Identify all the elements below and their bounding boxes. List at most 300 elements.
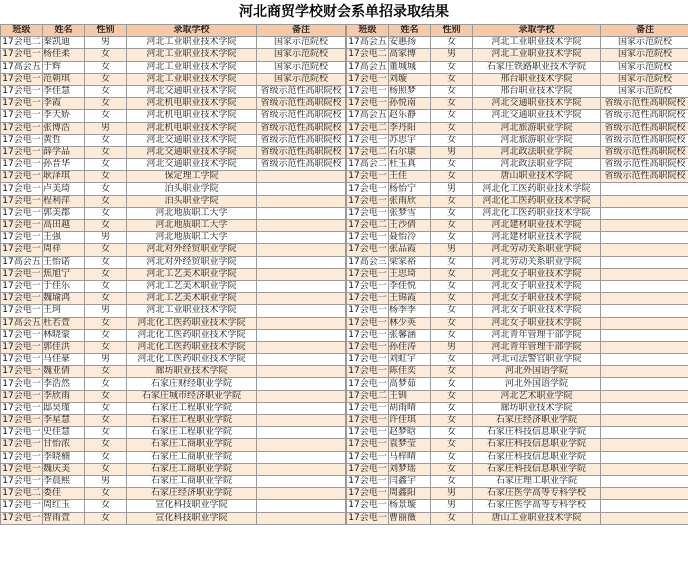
class-cell[interactable]: 17会电一 — [2, 49, 41, 60]
note-cell[interactable] — [601, 475, 688, 487]
gender-cell[interactable]: 女 — [431, 232, 473, 244]
note-cell[interactable] — [601, 317, 688, 329]
name-cell[interactable]: 刘虹宇 — [389, 354, 431, 366]
school-cell[interactable]: 河北交通职业技术学院 — [473, 110, 601, 122]
school-cell[interactable]: 河北工业职业技术学院 — [127, 49, 257, 61]
school-cell[interactable]: 河北交通职业技术学院 — [127, 146, 257, 158]
name-cell[interactable]: 周鑫阳 — [389, 488, 431, 500]
note-cell[interactable] — [257, 220, 346, 232]
note-cell[interactable] — [257, 427, 346, 439]
name-cell[interactable]: 李佳慧 — [43, 85, 85, 97]
school-cell[interactable]: 河北机电职业技术学院 — [127, 122, 257, 134]
gender-cell[interactable]: 女 — [431, 415, 473, 427]
school-cell[interactable]: 河北工业职业技术学院 — [127, 73, 257, 85]
school-cell[interactable]: 河北工业职业技术学院 — [127, 305, 257, 317]
note-cell[interactable]: 国家示范院校 — [601, 61, 688, 73]
gender-cell[interactable]: 女 — [85, 341, 127, 353]
class-cell[interactable]: 17会电一 — [348, 232, 387, 243]
class-cell[interactable]: 17高会五 — [2, 317, 41, 328]
gender-cell[interactable]: 女 — [85, 183, 127, 195]
name-cell[interactable]: 赵梦晗 — [389, 427, 431, 439]
name-cell[interactable]: 张博浩 — [43, 122, 85, 134]
gender-cell[interactable]: 女 — [85, 159, 127, 171]
gender-cell[interactable]: 女 — [431, 463, 473, 475]
gender-cell[interactable]: 女 — [431, 73, 473, 85]
class-cell[interactable]: 17会电一 — [348, 512, 387, 523]
gender-cell[interactable]: 女 — [85, 427, 127, 439]
name-cell[interactable]: 黄哲 — [43, 134, 85, 146]
gender-cell[interactable]: 女 — [85, 256, 127, 268]
class-cell[interactable]: 17会电一 — [348, 439, 387, 450]
class-cell[interactable]: 17会电一 — [348, 134, 387, 145]
school-cell[interactable]: 河北外国语学院 — [473, 366, 601, 378]
note-cell[interactable] — [601, 390, 688, 402]
gender-cell[interactable]: 女 — [85, 73, 127, 85]
name-cell[interactable]: 梁家裕 — [389, 256, 431, 268]
name-cell[interactable]: 周红玉 — [43, 500, 85, 512]
gender-cell[interactable]: 女 — [85, 378, 127, 390]
note-cell[interactable]: 国家示范院校 — [601, 73, 688, 85]
name-cell[interactable]: 林晓蒙 — [43, 329, 85, 341]
gender-cell[interactable]: 女 — [431, 37, 473, 49]
gender-cell[interactable]: 女 — [85, 220, 127, 232]
note-cell[interactable]: 国家示范院校 — [257, 49, 346, 61]
class-cell[interactable]: 17会电一 — [2, 427, 41, 438]
school-cell[interactable]: 石家庄经济职业学院 — [473, 415, 601, 427]
class-cell[interactable]: 17会电一 — [2, 512, 41, 523]
note-cell[interactable] — [257, 451, 346, 463]
school-cell[interactable]: 河北建材职业技术学院 — [473, 232, 601, 244]
gender-cell[interactable]: 女 — [431, 61, 473, 73]
gender-cell[interactable]: 女 — [85, 317, 127, 329]
gender-cell[interactable]: 女 — [431, 122, 473, 134]
class-cell[interactable]: 17会电一 — [2, 366, 41, 377]
name-cell[interactable]: 李佳悦 — [389, 280, 431, 292]
note-cell[interactable] — [601, 232, 688, 244]
school-cell[interactable]: 保定理工学院 — [127, 171, 257, 183]
gender-cell[interactable]: 男 — [431, 146, 473, 158]
name-cell[interactable]: 闫鑫宇 — [389, 475, 431, 487]
name-cell[interactable]: 魏亚倩 — [43, 366, 85, 378]
gender-cell[interactable]: 女 — [431, 427, 473, 439]
school-cell[interactable]: 河北化工医药职业技术学院 — [127, 329, 257, 341]
gender-cell[interactable]: 女 — [431, 171, 473, 183]
name-cell[interactable]: 陈佳奕 — [389, 366, 431, 378]
name-cell[interactable]: 杜若萱 — [43, 317, 85, 329]
class-cell[interactable]: 17会电一 — [348, 86, 387, 97]
note-cell[interactable] — [601, 293, 688, 305]
class-cell[interactable]: 17会电一 — [348, 73, 387, 84]
class-cell[interactable]: 17会电一 — [2, 402, 41, 413]
class-cell[interactable]: 17会电一 — [2, 476, 41, 487]
school-cell[interactable]: 石家庄工商职业学院 — [127, 451, 257, 463]
note-cell[interactable]: 国家示范院校 — [257, 37, 346, 49]
note-cell[interactable] — [257, 463, 346, 475]
gender-cell[interactable]: 女 — [85, 451, 127, 463]
name-cell[interactable]: 魏庆美 — [43, 463, 85, 475]
school-cell[interactable]: 河北化工医药职业技术学院 — [127, 341, 257, 353]
class-cell[interactable]: 17会电一 — [2, 293, 41, 304]
class-cell[interactable]: 17会电二 — [2, 488, 41, 499]
school-cell[interactable]: 石家庄工程职业学院 — [127, 415, 257, 427]
gender-cell[interactable]: 男 — [431, 488, 473, 500]
gender-cell[interactable]: 女 — [85, 512, 127, 524]
class-cell[interactable]: 17会电一 — [2, 244, 41, 255]
class-cell[interactable]: 17会电二 — [348, 390, 387, 401]
school-cell[interactable]: 石家庄医学高等专科学校 — [473, 500, 601, 512]
gender-cell[interactable]: 女 — [431, 305, 473, 317]
gender-cell[interactable]: 女 — [431, 110, 473, 122]
note-cell[interactable] — [601, 427, 688, 439]
gender-cell[interactable]: 女 — [85, 268, 127, 280]
school-cell[interactable]: 邢台职业技术学院 — [473, 85, 601, 97]
class-cell[interactable]: 17会电二 — [2, 37, 41, 48]
gender-cell[interactable]: 女 — [431, 220, 473, 232]
gender-cell[interactable]: 女 — [431, 366, 473, 378]
class-cell[interactable]: 17高会三 — [348, 256, 387, 267]
note-cell[interactable]: 省级示范性高职院校 — [257, 122, 346, 134]
class-cell[interactable]: 17会电一 — [2, 268, 41, 279]
note-cell[interactable] — [601, 244, 688, 256]
note-cell[interactable] — [257, 305, 346, 317]
class-cell[interactable]: 17会电一 — [348, 317, 387, 328]
note-cell[interactable]: 省级示范性高职院校 — [257, 98, 346, 110]
class-cell[interactable]: 17会电一 — [2, 378, 41, 389]
school-cell[interactable]: 河北旅游职业学院 — [473, 134, 601, 146]
name-cell[interactable]: 孙佳涛 — [389, 341, 431, 353]
school-cell[interactable]: 河北女子职业技术学院 — [473, 293, 601, 305]
gender-cell[interactable]: 女 — [85, 366, 127, 378]
name-cell[interactable]: 李天娇 — [43, 110, 85, 122]
note-cell[interactable] — [601, 500, 688, 512]
note-cell[interactable] — [257, 329, 346, 341]
gender-cell[interactable]: 女 — [85, 207, 127, 219]
gender-cell[interactable]: 女 — [85, 171, 127, 183]
school-cell[interactable]: 河北工业职业技术学院 — [127, 37, 257, 49]
name-cell[interactable]: 苏思宇 — [389, 134, 431, 146]
class-cell[interactable]: 17会电一 — [348, 171, 387, 182]
gender-cell[interactable]: 女 — [431, 256, 473, 268]
class-cell[interactable]: 17会电一 — [2, 220, 41, 231]
school-cell[interactable]: 河北劳动关系职业学院 — [473, 244, 601, 256]
gender-cell[interactable]: 女 — [85, 439, 127, 451]
note-cell[interactable] — [601, 366, 688, 378]
gender-cell[interactable]: 男 — [85, 354, 127, 366]
school-cell[interactable]: 河北交通职业技术学院 — [127, 134, 257, 146]
class-cell[interactable]: 17会电一 — [2, 98, 41, 109]
school-cell[interactable]: 河北交通职业技术学院 — [127, 159, 257, 171]
note-cell[interactable]: 省级示范性高职院校 — [601, 146, 688, 158]
class-cell[interactable]: 17会电一 — [2, 451, 41, 462]
school-cell[interactable]: 泊头职业学院 — [127, 195, 257, 207]
school-cell[interactable]: 河北工业职业技术学院 — [473, 49, 601, 61]
note-cell[interactable]: 国家示范院校 — [257, 73, 346, 85]
name-cell[interactable]: 孙晋华 — [43, 159, 85, 171]
name-cell[interactable]: 董城城 — [389, 61, 431, 73]
gender-cell[interactable]: 女 — [431, 402, 473, 414]
gender-cell[interactable]: 女 — [431, 512, 473, 524]
class-cell[interactable]: 17会电一 — [348, 366, 387, 377]
school-cell[interactable]: 石家庄工商职业学院 — [127, 475, 257, 487]
class-cell[interactable]: 17会电一 — [348, 329, 387, 340]
school-cell[interactable]: 石家庄财经职业学院 — [127, 378, 257, 390]
note-cell[interactable]: 省级示范性高职院校 — [257, 134, 346, 146]
note-cell[interactable] — [601, 207, 688, 219]
gender-cell[interactable]: 女 — [431, 378, 473, 390]
gender-cell[interactable]: 女 — [85, 500, 127, 512]
note-cell[interactable] — [257, 488, 346, 500]
gender-cell[interactable]: 男 — [85, 475, 127, 487]
note-cell[interactable] — [257, 366, 346, 378]
name-cell[interactable]: 魏瑜鸿 — [43, 293, 85, 305]
note-cell[interactable] — [257, 183, 346, 195]
name-cell[interactable]: 史佳慧 — [43, 427, 85, 439]
note-cell[interactable] — [601, 268, 688, 280]
school-cell[interactable]: 河北化工医药职业技术学院 — [127, 317, 257, 329]
gender-cell[interactable]: 男 — [431, 49, 473, 61]
note-cell[interactable] — [601, 220, 688, 232]
gender-cell[interactable]: 女 — [431, 329, 473, 341]
note-cell[interactable]: 省级示范性高职院校 — [257, 110, 346, 122]
name-cell[interactable]: 杨景璇 — [389, 500, 431, 512]
gender-cell[interactable]: 女 — [431, 390, 473, 402]
school-cell[interactable]: 河北对外经贸职业学院 — [127, 256, 257, 268]
name-cell[interactable]: 王佳 — [389, 171, 431, 183]
note-cell[interactable]: 国家示范院校 — [601, 49, 688, 61]
note-cell[interactable] — [257, 475, 346, 487]
school-cell[interactable]: 石家庄科技信息职业学院 — [473, 451, 601, 463]
note-cell[interactable] — [601, 329, 688, 341]
note-cell[interactable]: 国家示范院校 — [257, 61, 346, 73]
name-cell[interactable]: 智雨萱 — [43, 512, 85, 524]
school-cell[interactable]: 唐山职业技术学院 — [473, 171, 601, 183]
name-cell[interactable]: 于佳乐 — [43, 280, 85, 292]
name-cell[interactable]: 卢美琦 — [43, 183, 85, 195]
school-cell[interactable]: 河北建材职业技术学院 — [473, 220, 601, 232]
note-cell[interactable] — [601, 439, 688, 451]
class-cell[interactable]: 17高会五 — [348, 61, 387, 72]
class-cell[interactable]: 17会电一 — [348, 500, 387, 511]
gender-cell[interactable]: 女 — [431, 85, 473, 97]
class-cell[interactable]: 17会电一 — [2, 171, 41, 182]
name-cell[interactable]: 王珂 — [43, 305, 85, 317]
class-cell[interactable]: 17会电一 — [2, 500, 41, 511]
class-cell[interactable]: 17会电一 — [2, 134, 41, 145]
school-cell[interactable]: 河北化工医药职业技术学院 — [127, 354, 257, 366]
school-cell[interactable]: 河北工艺美术职业学院 — [127, 280, 257, 292]
name-cell[interactable]: 许佳琪 — [389, 415, 431, 427]
note-cell[interactable] — [257, 354, 346, 366]
name-cell[interactable]: 杨怡宁 — [389, 183, 431, 195]
note-cell[interactable] — [601, 195, 688, 207]
name-cell[interactable]: 周祥 — [43, 244, 85, 256]
gender-cell[interactable]: 女 — [431, 317, 473, 329]
school-cell[interactable]: 河北政法职业学院 — [473, 146, 601, 158]
name-cell[interactable]: 杨佳柔 — [43, 49, 85, 61]
name-cell[interactable]: 邸昊瑾 — [43, 402, 85, 414]
class-cell[interactable]: 17高会五 — [348, 37, 387, 48]
class-cell[interactable]: 17高会五 — [348, 110, 387, 121]
note-cell[interactable] — [601, 354, 688, 366]
class-cell[interactable]: 17会电一 — [2, 86, 41, 97]
note-cell[interactable]: 省级示范性高职院校 — [257, 146, 346, 158]
name-cell[interactable]: 马梓晴 — [389, 451, 431, 463]
gender-cell[interactable]: 男 — [85, 37, 127, 49]
note-cell[interactable]: 省级示范性高职院校 — [257, 85, 346, 97]
class-cell[interactable]: 17会电一 — [2, 183, 41, 194]
class-cell[interactable]: 17会电一 — [2, 439, 41, 450]
note-cell[interactable] — [601, 402, 688, 414]
class-cell[interactable]: 17会电一 — [2, 415, 41, 426]
name-cell[interactable]: 杨照梦 — [389, 85, 431, 97]
name-cell[interactable]: 秦凯迪 — [43, 37, 85, 49]
school-cell[interactable]: 河北化工医药职业技术学院 — [473, 183, 601, 195]
school-cell[interactable]: 石家庄工程职业学院 — [127, 402, 257, 414]
gender-cell[interactable]: 男 — [85, 122, 127, 134]
note-cell[interactable] — [257, 244, 346, 256]
gender-cell[interactable]: 女 — [85, 390, 127, 402]
name-cell[interactable]: 张品霞 — [389, 244, 431, 256]
note-cell[interactable] — [601, 512, 688, 524]
school-cell[interactable]: 河北工艺美术职业学院 — [127, 293, 257, 305]
school-cell[interactable]: 河北交通职业技术学院 — [127, 85, 257, 97]
class-cell[interactable]: 17高会二 — [348, 159, 387, 170]
class-cell[interactable]: 17会电一 — [348, 293, 387, 304]
school-cell[interactable]: 石家庄工商职业学院 — [127, 439, 257, 451]
name-cell[interactable]: 张梦雪 — [389, 207, 431, 219]
gender-cell[interactable]: 女 — [85, 110, 127, 122]
name-cell[interactable]: 焦旭宁 — [43, 268, 85, 280]
name-cell[interactable]: 王钏 — [389, 390, 431, 402]
class-cell[interactable]: 17会电一 — [2, 281, 41, 292]
gender-cell[interactable]: 女 — [85, 415, 127, 427]
name-cell[interactable]: 安惠扬 — [389, 37, 431, 49]
school-cell[interactable]: 河北青年管理干部学院 — [473, 341, 601, 353]
note-cell[interactable] — [257, 402, 346, 414]
gender-cell[interactable]: 女 — [85, 293, 127, 305]
name-cell[interactable]: 郭美郡 — [43, 207, 85, 219]
school-cell[interactable]: 河北工业职业技术学院 — [473, 37, 601, 49]
gender-cell[interactable]: 女 — [85, 402, 127, 414]
name-cell[interactable]: 李欣雨 — [43, 390, 85, 402]
name-cell[interactable]: 李丹阳 — [389, 122, 431, 134]
class-cell[interactable]: 17会电二 — [348, 122, 387, 133]
note-cell[interactable] — [257, 390, 346, 402]
school-cell[interactable]: 河北机电职业技术学院 — [127, 98, 257, 110]
class-cell[interactable]: 17会电二 — [348, 220, 387, 231]
school-cell[interactable]: 河北女子职业技术学院 — [473, 305, 601, 317]
gender-cell[interactable]: 男 — [431, 183, 473, 195]
school-cell[interactable]: 河北女子职业技术学院 — [473, 280, 601, 292]
class-cell[interactable]: 17会电一 — [348, 195, 387, 206]
gender-cell[interactable]: 男 — [431, 500, 473, 512]
name-cell[interactable]: 程利萍 — [43, 195, 85, 207]
class-cell[interactable]: 17会电一 — [348, 305, 387, 316]
gender-cell[interactable]: 女 — [85, 49, 127, 61]
school-cell[interactable]: 河北外国语学院 — [473, 378, 601, 390]
note-cell[interactable]: 省级示范性高职院校 — [601, 122, 688, 134]
school-cell[interactable]: 石家庄理工职业学院 — [473, 475, 601, 487]
note-cell[interactable] — [257, 195, 346, 207]
name-cell[interactable]: 刘梦瑶 — [389, 463, 431, 475]
name-cell[interactable]: 马佳豪 — [43, 354, 85, 366]
school-cell[interactable]: 河北女子职业技术学院 — [473, 317, 601, 329]
gender-cell[interactable]: 女 — [85, 134, 127, 146]
name-cell[interactable]: 石尔康 — [389, 146, 431, 158]
class-cell[interactable]: 17会电一 — [2, 390, 41, 401]
note-cell[interactable] — [257, 232, 346, 244]
name-cell[interactable]: 孙悦南 — [389, 98, 431, 110]
name-cell[interactable]: 张雨欣 — [389, 195, 431, 207]
gender-cell[interactable]: 女 — [431, 439, 473, 451]
note-cell[interactable]: 省级示范性高职院校 — [601, 110, 688, 122]
class-cell[interactable]: 17会电一 — [348, 207, 387, 218]
note-cell[interactable] — [601, 488, 688, 500]
note-cell[interactable] — [601, 183, 688, 195]
gender-cell[interactable]: 女 — [85, 463, 127, 475]
gender-cell[interactable]: 女 — [85, 195, 127, 207]
school-cell[interactable]: 河北女子职业技术学院 — [473, 268, 601, 280]
school-cell[interactable]: 河北司法警官职业学院 — [473, 354, 601, 366]
gender-cell[interactable]: 女 — [431, 207, 473, 219]
class-cell[interactable]: 17会电一 — [348, 463, 387, 474]
note-cell[interactable]: 国家示范院校 — [601, 37, 688, 49]
class-cell[interactable]: 17会电一 — [2, 354, 41, 365]
class-cell[interactable]: 17会电一 — [348, 268, 387, 279]
school-cell[interactable]: 宣化科技职业学院 — [127, 500, 257, 512]
name-cell[interactable]: 高梦茹 — [389, 378, 431, 390]
gender-cell[interactable]: 女 — [85, 61, 127, 73]
class-cell[interactable]: 17会电一 — [348, 427, 387, 438]
name-cell[interactable]: 高家博 — [389, 49, 431, 61]
class-cell[interactable]: 17会电一 — [2, 195, 41, 206]
name-cell[interactable]: 郭佳洪 — [43, 341, 85, 353]
gender-cell[interactable]: 女 — [85, 280, 127, 292]
school-cell[interactable]: 石家庄科技信息职业学院 — [473, 463, 601, 475]
gender-cell[interactable]: 女 — [431, 354, 473, 366]
school-cell[interactable]: 河北化工医药职业技术学院 — [473, 195, 601, 207]
gender-cell[interactable]: 男 — [431, 244, 473, 256]
gender-cell[interactable]: 女 — [85, 85, 127, 97]
class-cell[interactable]: 17会电一 — [348, 98, 387, 109]
class-cell[interactable]: 17高会五 — [2, 256, 41, 267]
name-cell[interactable]: 杨季季 — [389, 305, 431, 317]
name-cell[interactable]: 高田越 — [43, 220, 85, 232]
name-cell[interactable]: 李晓楠 — [43, 451, 85, 463]
note-cell[interactable] — [257, 256, 346, 268]
gender-cell[interactable]: 女 — [85, 488, 127, 500]
school-cell[interactable]: 石家庄科技信息职业学院 — [473, 427, 601, 439]
class-cell[interactable]: 17会电一 — [348, 451, 387, 462]
gender-cell[interactable]: 女 — [85, 329, 127, 341]
note-cell[interactable] — [257, 268, 346, 280]
school-cell[interactable]: 河北工业职业技术学院 — [127, 61, 257, 73]
note-cell[interactable] — [601, 463, 688, 475]
gender-cell[interactable]: 女 — [431, 134, 473, 146]
name-cell[interactable]: 李星慧 — [43, 415, 85, 427]
note-cell[interactable] — [257, 439, 346, 451]
name-cell[interactable]: 李霞 — [43, 98, 85, 110]
school-cell[interactable]: 河北地质职工大学 — [127, 207, 257, 219]
note-cell[interactable] — [257, 500, 346, 512]
school-cell[interactable]: 河北劳动关系职业学院 — [473, 256, 601, 268]
school-cell[interactable]: 河北地质职工大学 — [127, 232, 257, 244]
note-cell[interactable] — [257, 293, 346, 305]
class-cell[interactable]: 17会电一 — [348, 488, 387, 499]
school-cell[interactable]: 唐山工业职业技术学院 — [473, 512, 601, 524]
gender-cell[interactable]: 女 — [431, 293, 473, 305]
note-cell[interactable]: 省级示范性高职院校 — [601, 171, 688, 183]
